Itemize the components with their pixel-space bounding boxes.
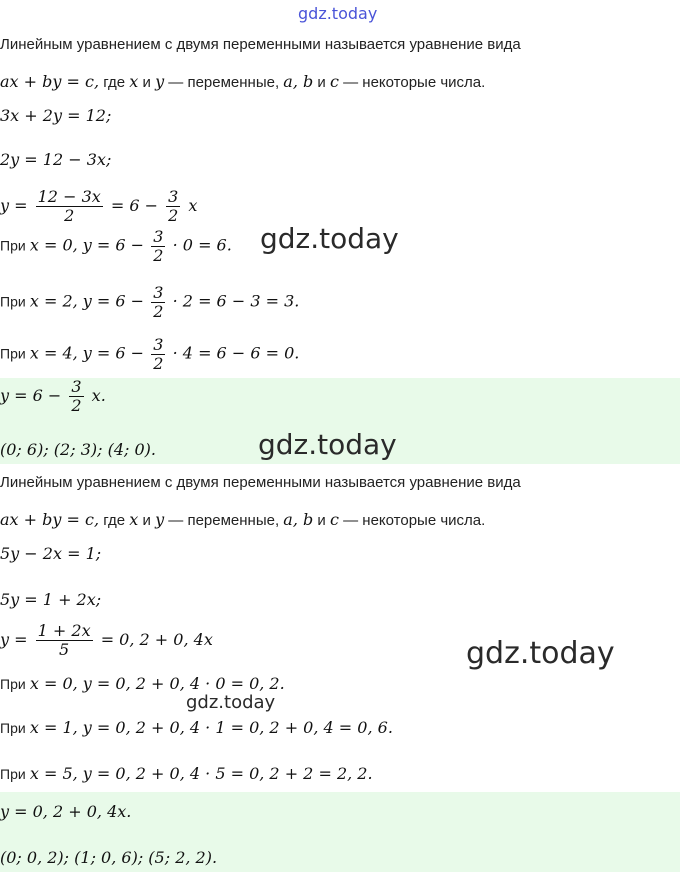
definition-detail-line — [0, 72, 485, 91]
p2-row-1 — [0, 674, 285, 693]
when-word-1: При — [0, 237, 26, 254]
var-x: x — [129, 72, 139, 91]
p1-equation-2: 2y = 12 − 3x; — [0, 150, 112, 169]
general-form-2: ax + by = c, — [0, 510, 100, 529]
p1-row1-den: 2 — [153, 246, 164, 265]
var-y-2: y — [155, 510, 165, 529]
p1-answer-num: 3 — [71, 377, 82, 396]
p2-row1: x = 0, y = 0, 2 + 0, 4 · 0 = 0, 2. — [29, 674, 285, 693]
when-word-3: При — [0, 345, 26, 362]
p1-equation-1: 3x + 2y = 12; — [0, 106, 112, 125]
var-y: y — [155, 72, 165, 91]
p1-row1-num: 3 — [153, 227, 164, 246]
general-form: ax + by = c, — [0, 72, 100, 91]
p2-equation-2: 5y = 1 + 2x; — [0, 590, 102, 609]
numbers-text: — некоторые числа. — [343, 74, 486, 91]
p2-eq3-end: = 0, 2 + 0, 4x — [100, 630, 213, 649]
p2-eq3-fraction — [36, 622, 93, 659]
definition-detail-line-2 — [0, 510, 485, 529]
p2-eq3-numerator: 1 + 2x — [37, 621, 91, 640]
p1-row-2 — [0, 284, 299, 321]
p1-answer-fraction — [69, 378, 83, 415]
var-x-2: x — [129, 510, 139, 529]
coef-c-2: c — [329, 510, 339, 529]
where-word-2: где — [103, 512, 126, 529]
p1-answer-b: x. — [91, 386, 106, 405]
p1-row-3 — [0, 336, 299, 373]
p2-eq3-denominator: 5 — [59, 640, 70, 659]
p1-eq3-mid: = 6 − — [110, 196, 159, 215]
coef-ab-2: a, b — [283, 510, 314, 529]
p2-eq3-left: y = — [0, 630, 28, 649]
p1-answer-a: y = 6 − — [0, 386, 62, 405]
and-word: и — [142, 74, 151, 91]
p2-row2: x = 1, y = 0, 2 + 0, 4 · 1 = 0, 2 + 0, 4 = 0, 6. — [29, 718, 393, 737]
p1-row3-b: · 4 = 6 − 6 = 0. — [172, 343, 300, 363]
variables-text-2: — переменные, — [168, 512, 280, 529]
p2-answer: y = 0, 2 + 0, 4x. — [0, 802, 132, 821]
p1-eq3-denominator: 2 — [64, 206, 75, 225]
p1-equation-3 — [0, 188, 197, 225]
p1-answer — [0, 378, 106, 415]
p1-row1-fraction — [151, 228, 165, 265]
p1-row2-fraction — [151, 284, 165, 321]
coef-ab: a, b — [283, 72, 314, 91]
p1-row3-num: 3 — [153, 335, 164, 354]
definition-text-2: Линейным уравнением с двумя переменными называется уравнение вида — [0, 474, 521, 491]
watermark-2: gdz.today — [258, 428, 397, 461]
p2-row3: x = 5, y = 0, 2 + 0, 4 · 5 = 0, 2 + 2 = 2, 2. — [29, 764, 373, 783]
variables-text: — переменные, — [168, 74, 280, 91]
p1-eq3-fraction — [36, 188, 103, 225]
watermark-1: gdz.today — [260, 222, 399, 255]
definition-text: Линейным уравнением с двумя переменными называется уравнение вида — [0, 36, 521, 53]
p2-points: (0; 0, 2); (1; 0, 6); (5; 2, 2). — [0, 848, 218, 867]
p1-row1-b: · 0 = 6. — [172, 235, 232, 255]
p1-row1-a: x = 0, y = 6 − — [29, 235, 145, 255]
p1-row2-a: x = 2, y = 6 − — [29, 291, 145, 311]
p1-row3-fraction — [151, 336, 165, 373]
header-watermark: gdz.today — [298, 4, 378, 23]
where-word: где — [103, 74, 126, 91]
p2-equation-3 — [0, 622, 213, 659]
and-word-2: и — [317, 74, 326, 91]
coef-c: c — [329, 72, 339, 91]
p1-eq3-end: x — [188, 196, 198, 215]
when-word-6: При — [0, 766, 26, 782]
p1-eq3-numerator: 12 − 3x — [37, 187, 101, 206]
p1-answer-den: 2 — [71, 396, 82, 415]
definition-line-2 — [0, 474, 521, 491]
and-word-4: и — [317, 512, 326, 529]
watermark-3: gdz.today — [466, 636, 615, 671]
p1-row2-b: · 2 = 6 − 3 = 3. — [172, 291, 300, 311]
watermark-4: gdz.today — [186, 692, 276, 713]
p1-eq3-left: y = — [0, 196, 28, 215]
p1-row3-a: x = 4, y = 6 − — [29, 343, 145, 363]
p2-equation-1: 5y − 2x = 1; — [0, 544, 102, 563]
p2-row-3 — [0, 764, 373, 783]
numbers-text-2: — некоторые числа. — [343, 512, 486, 529]
when-word-4: При — [0, 676, 26, 692]
p1-eq3-coef-fraction — [166, 188, 180, 225]
p1-row-1 — [0, 228, 232, 265]
definition-line — [0, 36, 521, 53]
p1-row2-num: 3 — [153, 283, 164, 302]
p2-row-2 — [0, 718, 393, 737]
when-word-2: При — [0, 293, 26, 310]
p1-eq3-coef-denominator: 2 — [168, 206, 179, 225]
p1-row3-den: 2 — [153, 354, 164, 373]
p1-points: (0; 6); (2; 3); (4; 0). — [0, 440, 156, 459]
p1-row2-den: 2 — [153, 302, 164, 321]
when-word-5: При — [0, 720, 26, 736]
and-word-3: и — [142, 512, 151, 529]
p1-eq3-coef-numerator: 3 — [168, 187, 179, 206]
